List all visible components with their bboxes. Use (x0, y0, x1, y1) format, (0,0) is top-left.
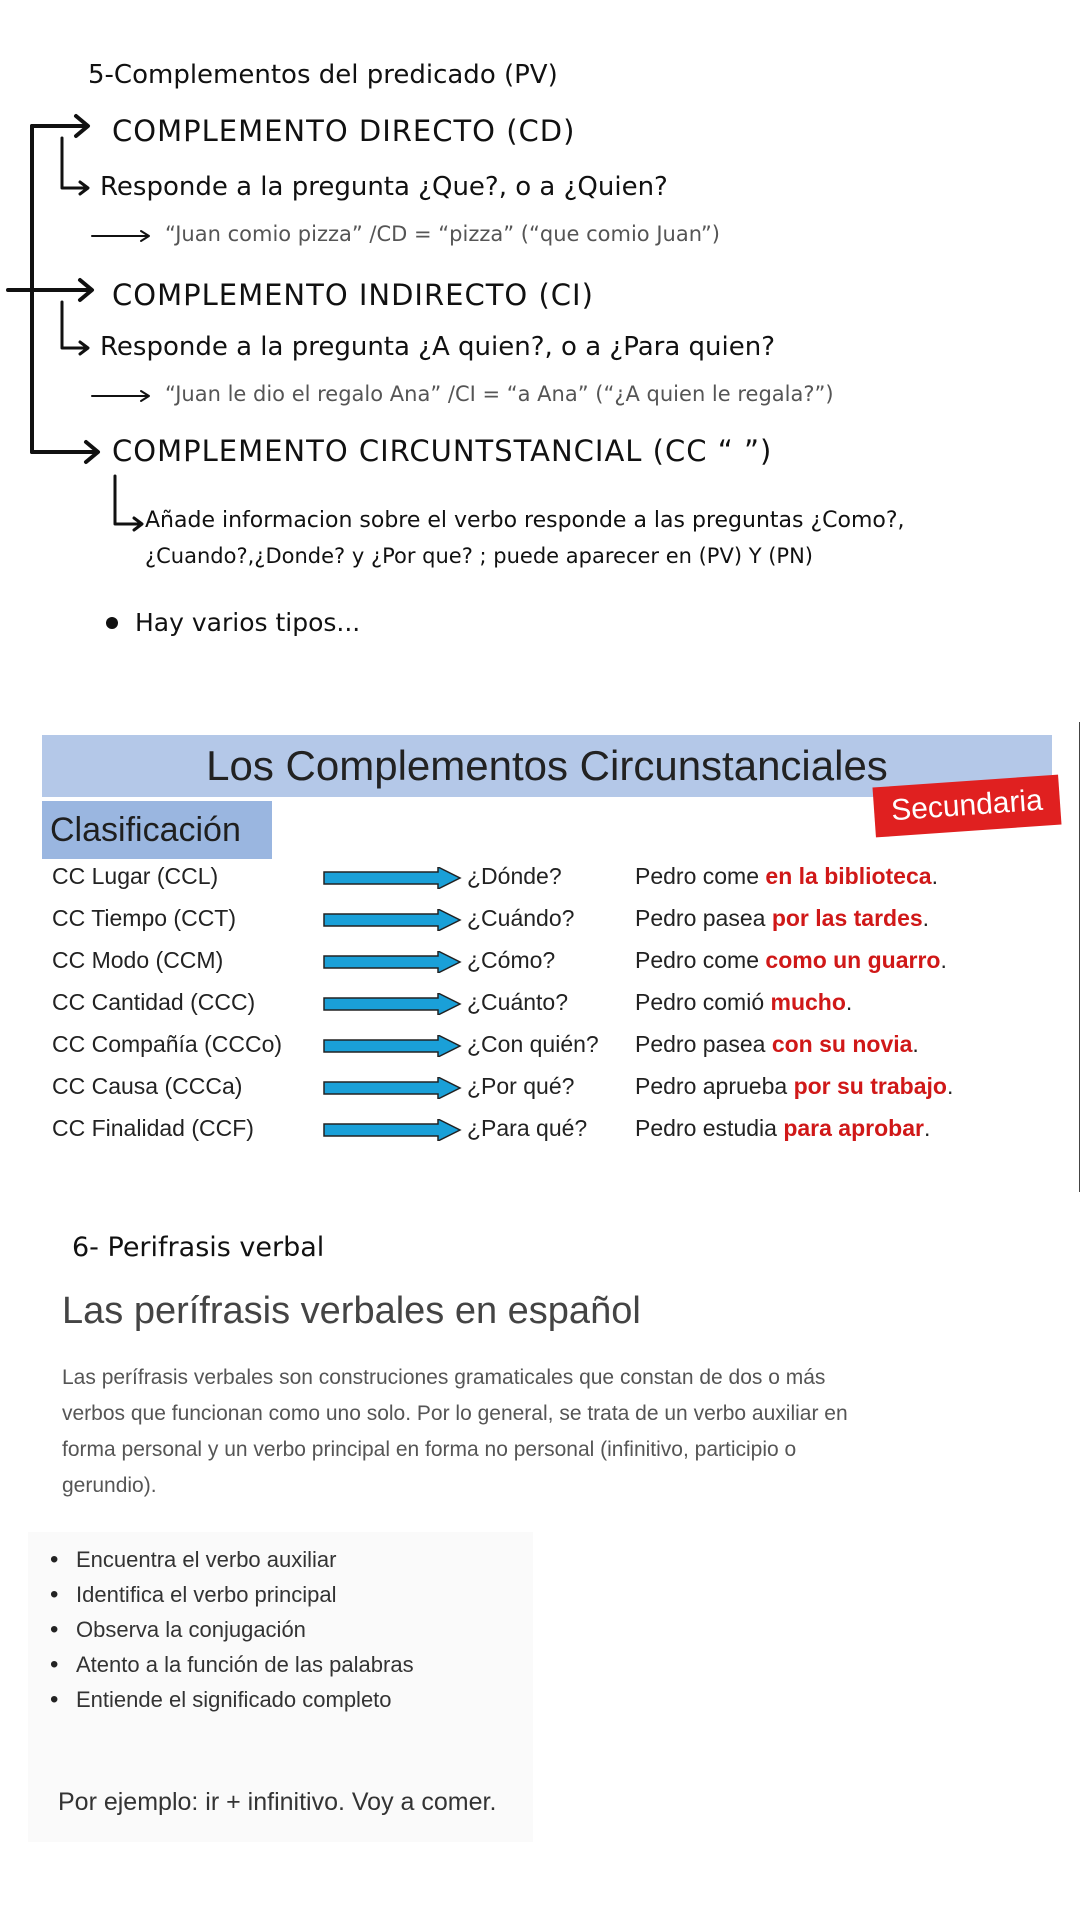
cc-desc-line2: ¿Cuando?,¿Donde? y ¿Por que? ; puede aparecer en (PV) Y (PN) (145, 544, 813, 568)
cc-example (635, 905, 929, 932)
cc-type: CC Lugar (CCL) (52, 863, 219, 889)
cc-example-end: . (912, 1031, 919, 1057)
step-item: • Entiende el significado completo (76, 1682, 533, 1717)
clasificacion-label: Clasificación (42, 801, 272, 859)
cc-example-text: Pedro comió (635, 989, 771, 1015)
cc-question: ¿Por qué? (467, 1073, 575, 1099)
ci-responde: Responde a la pregunta ¿A quien?, o a ¿Para quien? (100, 332, 776, 362)
cc-example-highlight: por su trabajo (793, 1073, 947, 1099)
cc-example-end: . (946, 1073, 954, 1099)
cc-table (42, 735, 1042, 1185)
cc-example (635, 989, 852, 1016)
cc-example-text: Pedro pasea (635, 905, 772, 931)
cc-example-highlight: con su novia (771, 1031, 913, 1057)
cc-row (42, 1109, 1042, 1149)
cc-type: CC Finalidad (CCF) (52, 1115, 254, 1141)
cc-example-end: . (931, 863, 938, 889)
cc-example-text: Pedro aprueba (635, 1073, 794, 1099)
cc-example-text: Pedro come (635, 863, 766, 889)
cc-heading: COMPLEMENTO CIRCUNTSTANCIAL (CC “ ”) (112, 434, 773, 468)
cc-example-text: Pedro pasea (635, 1031, 772, 1057)
cc-row (42, 983, 1042, 1023)
cc-row (42, 899, 1042, 939)
arrow-right-icon (322, 909, 462, 931)
step-item: • Identifica el verbo principal (76, 1577, 533, 1612)
perifrasis-paragraph: Las perífrasis verbales son construciones gramaticales que constan de dos o más verbos que funcionan como uno solo. Por lo general, se trata de un verbo auxiliar en forma personal y un verbo principal en forma no personal (infinitivo, participio o gerundio). (62, 1366, 848, 1497)
cc-example-highlight: en la biblioteca (765, 863, 932, 889)
cc-example-end: . (845, 989, 853, 1015)
cc-example (635, 1031, 919, 1058)
cc-type: CC Tiempo (CCT) (52, 905, 237, 931)
arrow-right-icon (322, 1035, 462, 1057)
cc-question: ¿Cómo? (467, 947, 556, 973)
section5-title: 5-Complementos del predicado (PV) (88, 60, 558, 90)
cc-type: CC Causa (CCCa) (52, 1073, 243, 1099)
cc-question: ¿Cuándo? (467, 905, 575, 931)
cc-example (635, 1115, 930, 1142)
cd-responde: Responde a la pregunta ¿Que?, o a ¿Quien? (100, 172, 668, 202)
step-item: • Observa la conjugación (76, 1612, 533, 1647)
cc-row (42, 857, 1042, 897)
cc-desc-line1: Añade informacion sobre el verbo responde a las preguntas ¿Como?, (145, 508, 905, 533)
steps-panel (28, 1532, 533, 1842)
cc-example (635, 1073, 953, 1100)
arrow-right-icon (322, 1119, 462, 1141)
cc-example-end: . (922, 905, 930, 931)
cc-question: ¿Para qué? (467, 1115, 588, 1141)
cc-example-end: . (923, 1115, 931, 1141)
arrow-right-icon (322, 951, 462, 973)
cc-example-end: . (940, 947, 947, 973)
arrow-right-icon (322, 993, 462, 1015)
cc-example-text: Pedro come (635, 947, 766, 973)
cc-row (42, 1067, 1042, 1107)
cc-row (42, 1025, 1042, 1065)
step-item: • Atento a la función de las palabras (76, 1647, 533, 1682)
ci-heading: COMPLEMENTO INDIRECTO (CI) (112, 278, 594, 312)
cc-type: CC Cantidad (CCC) (52, 989, 256, 1015)
arrow-right-icon (322, 1077, 462, 1099)
cd-example: “Juan comio pizza” /CD = “pizza” (“que comio Juan”) (165, 222, 720, 246)
cc-question: ¿Con quién? (467, 1031, 599, 1057)
cc-question: ¿Cuánto? (467, 989, 569, 1015)
cc-question: ¿Dónde? (467, 863, 562, 889)
cc-example-highlight: por las tardes (771, 905, 923, 931)
cc-example-highlight: para aprobar (783, 1115, 924, 1141)
cc-example (635, 863, 938, 890)
secundaria-badge: Secundaria (872, 775, 1061, 838)
cc-example-highlight: como un guarro (765, 947, 941, 973)
perifrasis-heading: Las perífrasis verbales en español (62, 1290, 641, 1332)
cc-example-text: Pedro estudia (635, 1115, 784, 1141)
cc-type: CC Modo (CCM) (52, 947, 224, 973)
cc-row (42, 941, 1042, 981)
tipos-bullet: Hay varios tipos... (135, 608, 361, 637)
ci-example: “Juan le dio el regalo Ana” /CI = “a Ana” (“¿A quien le regala?”) (165, 382, 834, 406)
cc-type: CC Compañía (CCCo) (52, 1031, 283, 1057)
arrow-right-icon (322, 867, 462, 889)
ejemplo-text: Por ejemplo: ir + infinitivo. Voy a comer. (58, 1788, 497, 1816)
cc-example (635, 947, 947, 974)
step-item: • Encuentra el verbo auxiliar (76, 1542, 533, 1577)
cc-example-highlight: mucho (770, 989, 846, 1015)
cd-heading: COMPLEMENTO DIRECTO (CD) (112, 114, 576, 148)
section6-title: 6- Perifrasis verbal (72, 1232, 325, 1263)
cc-banner: Los Complementos Circunstanciales (42, 735, 1052, 797)
